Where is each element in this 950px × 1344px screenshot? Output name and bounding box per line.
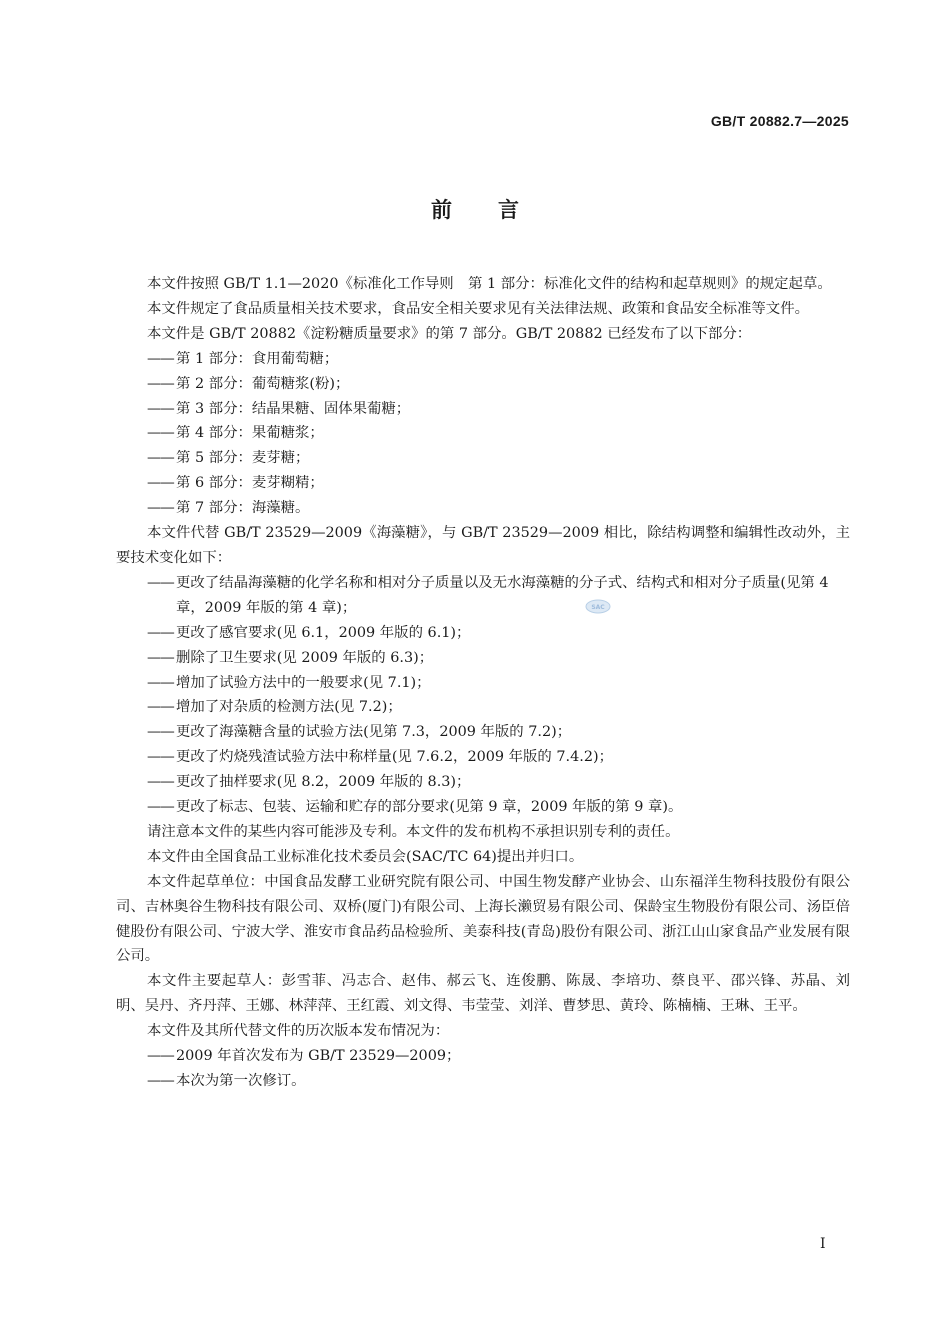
list-item: —— 第 3 部分：结晶果糖、固体果葡糖；: [147, 400, 411, 417]
parts-list: [116, 347, 850, 521]
list-item: —— 第 6 部分：麦芽糊精；: [147, 475, 324, 492]
list-item: —— 删除了卫生要求(见 2009 年版的 6.3)；: [147, 649, 434, 666]
paragraph-series: 本文件是 GB/T 20882《淀粉糖质量要求》的第 7 部分。GB/T 20882 已经发布了以下部分：: [147, 325, 752, 342]
standard-number: GB/T 20882.7—2025: [710, 113, 849, 129]
paragraph-patent-notice: 请注意本文件的某些内容可能涉及专利。本文件的发布机构不承担识别专利的责任。: [147, 823, 680, 840]
list-item: —— 更改了感官要求(见 6.1，2009 年版的 6.1)；: [147, 624, 471, 641]
paragraph-drafters: 本文件主要起草人：彭雪菲、冯志合、赵伟、郝云飞、连俊鹏、陈晟、李培功、蔡良平、邵兴锋、苏晶、刘明、吴丹、齐丹萍、王娜、林萍萍、王红霞、刘文得、韦莹莹、刘洋、曹梦思、黄玲、陈楠楠、王琳、王平。: [116, 973, 850, 1015]
paragraph-committee: 本文件由全国食品工业标准化技术委员会(SAC/TC 64)提出并归口。: [147, 848, 584, 865]
paragraph-history: 本文件及其所代替文件的历次版本发布情况为：: [147, 1023, 450, 1040]
paragraph-scope: 本文件规定了食品质量相关技术要求，食品安全相关要求见有关法律法规、政策和食品安全标准等文件。: [147, 300, 809, 317]
page-title: 前言: [431, 198, 565, 222]
changes-list: [116, 571, 850, 820]
list-item: —— 增加了对杂质的检测方法(见 7.2)；: [147, 699, 402, 716]
list-item: —— 第 2 部分：葡萄糖浆(粉)；: [147, 375, 350, 392]
list-item: —— 2009 年首次发布为 GB/T 23529—2009；: [147, 1048, 461, 1065]
page-number: I: [820, 1236, 826, 1252]
list-item: —— 更改了抽样要求(见 8.2，2009 年版的 8.3)；: [147, 774, 471, 791]
history-list: [116, 1044, 850, 1094]
list-item: —— 第 4 部分：果葡糖浆；: [147, 425, 324, 442]
list-item: —— 第 7 部分：海藻糖。: [147, 500, 310, 517]
list-item: —— 增加了试验方法中的一般要求(见 7.1)；: [147, 674, 431, 691]
svg-text:SAC: SAC: [591, 604, 605, 611]
paragraph-drafting-units: 本文件起草单位：中国食品发酵工业研究院有限公司、中国生物发酵产业协会、山东福洋生物科技股份有限公司、吉林奥谷生物科技有限公司、双桥(厦门)有限公司、上海长濑贸易有限公司、保龄宝生物股份有限公司、汤臣倍健股份有限公司、宁波大学、淮安市食品药品检验所、美泰科技(青岛)股份有限公司、浙江山山家食品产业发展有限公司。: [116, 873, 850, 965]
paragraph-replacement: 本文件代替 GB/T 23529—2009《海藻糖》，与 GB/T 23529—2009 相比，除结构调整和编辑性改动外，主要技术变化如下：: [116, 525, 850, 566]
paragraph-drafting-rules: 本文件按照 GB/T 1.1—2020《标准化工作导则 第 1 部分：标准化文件的结构和起草规则》的规定起草。: [147, 276, 832, 292]
list-item: —— 更改了灼烧残渣试验方法中称样量(见 7.6.2，2009 年版的 7.4.2)；: [147, 749, 614, 766]
list-item: —— 更改了海藻糖含量的试验方法(见第 7.3，2009 年版的 7.2)；: [147, 724, 572, 741]
list-item: —— 更改了结晶海藻糖的化学名称和相对分子质量以及无水海藻糖的分子式、结构式和相对分子质量(见第 4 章，2009 年版的第 4 章)；: [147, 574, 829, 616]
list-item: —— 更改了标志、包装、运输和贮存的部分要求(见第 9 章，2009 年版的第 9 章)。: [147, 799, 683, 816]
foreword-body: [116, 272, 850, 1094]
list-item: —— 第 5 部分：麦芽糖；: [147, 450, 310, 467]
list-item: —— 第 1 部分：食用葡萄糖；: [147, 350, 339, 367]
list-item: —— 本次为第一次修订。: [147, 1073, 306, 1089]
